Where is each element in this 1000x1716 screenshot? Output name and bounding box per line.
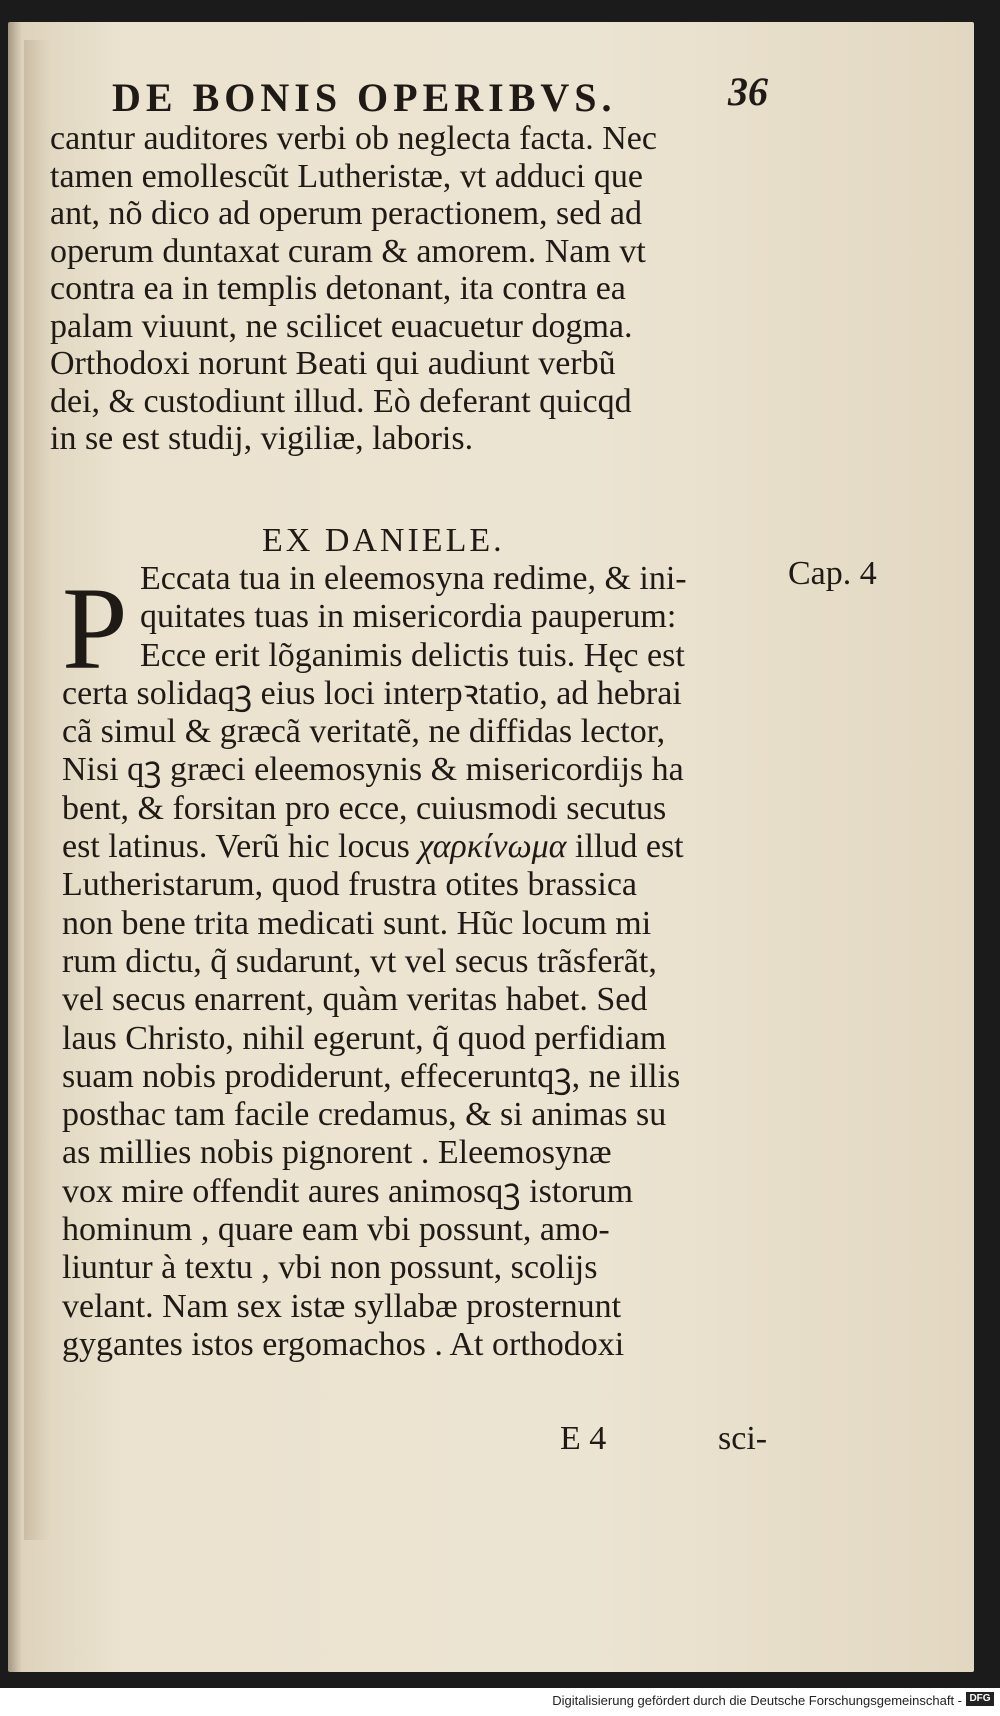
- page-stain: [24, 40, 50, 1540]
- text-line: bent, & forsitan pro ecce, cuiusmodi secutus: [62, 789, 667, 827]
- text-line: vox mire offendit aures animosqꝫ istorum: [62, 1172, 634, 1210]
- page-gutter-shadow: [8, 22, 22, 1672]
- text-line: liuntur à textu , vbi non possunt, scolijs: [62, 1249, 598, 1287]
- top-paragraph: [50, 120, 790, 458]
- text-line: ant, nõ dico ad operum peractionem, sed ad: [50, 195, 642, 232]
- running-title: DE BONIS OPERIBVS.: [112, 75, 617, 120]
- text-line: quitates tuas in misericordia pauperum:: [140, 598, 677, 636]
- text-segment: illud est: [566, 828, 684, 866]
- text-line: operum duntaxat curam & amorem. Nam vt: [50, 232, 646, 270]
- text-line-with-greek: [62, 828, 802, 866]
- text-line: non bene trita medicati sunt. Hũc locum mi: [62, 904, 652, 942]
- text-line: Nisi qꝫ græci eleemosynis & misericordijs ha: [62, 751, 684, 789]
- text-line: in se est studij, vigiliæ, laboris.: [50, 420, 474, 457]
- text-line: cã simul & græcã veritatẽ, ne diffidas lector,: [62, 713, 666, 751]
- text-line: Lutheristarum, quod frustra otites brassica: [62, 866, 638, 904]
- text-line: velant. Nam sex istæ syllabæ prosternunt: [62, 1287, 622, 1325]
- text-line: Orthodoxi norunt Beati qui audiunt verbũ: [50, 345, 616, 382]
- section-heading: EX DANIELE.: [262, 522, 505, 559]
- footer-credit: Digitalisierung gefördert durch die Deutsche Forschungsgemeinschaft -: [552, 1693, 962, 1708]
- text-line: rum dictu, q̃ sudarunt, vt vel secus trãsferãt,: [62, 942, 657, 980]
- text-line: laus Christo, nihil egerunt, q̃ quod perfidiam: [62, 1019, 667, 1057]
- text-line: hominum , quare eam vbi possunt, amo-: [62, 1211, 610, 1249]
- text-segment: est latinus. Verũ hic locus: [62, 828, 410, 866]
- text-line: contra ea in templis detonant, ita contra ea: [50, 270, 626, 307]
- text-line: Ecce erit lõganimis delictis tuis. Hęc est: [140, 636, 685, 674]
- dfg-logo: DFG: [966, 1692, 994, 1706]
- text-line: as millies nobis pignorent . Eleemosynæ: [62, 1134, 612, 1172]
- text-line: gygantes istos ergomachos . At orthodoxi: [62, 1325, 625, 1363]
- greek-word: χαρκίνωμα: [418, 828, 567, 866]
- drop-capital: P: [62, 563, 128, 694]
- margin-note: Cap. 4: [788, 555, 877, 592]
- folio-number: 36: [728, 69, 768, 114]
- text-line: posthac tam facile credamus, & si animas su: [62, 1096, 667, 1134]
- text-line: palam viuunt, ne scilicet euacuetur dogma.: [50, 307, 633, 345]
- text-line: cantur auditores verbi ob neglecta facta. Nec: [50, 120, 657, 157]
- text-line: dei, & custodiunt illud. Eò deferant quicqd: [50, 382, 632, 420]
- text-line: vel secus enarrent, quàm veritas habet. Sed: [62, 981, 648, 1019]
- catchword: sci-: [718, 1420, 768, 1457]
- section-paragraph: [62, 560, 802, 1364]
- text-line: suam nobis prodiderunt, effeceruntqꝫ, ne illis: [62, 1057, 681, 1095]
- text-line: certa solidaqꝫ eius loci interpꝛtatio, ad hebrai: [62, 674, 682, 712]
- signature-mark: E 4: [560, 1420, 607, 1457]
- text-line: tamen emollescũt Lutheristæ, vt adduci que: [50, 157, 643, 195]
- text-line: Eccata tua in eleemosyna redime, & ini-: [140, 560, 687, 597]
